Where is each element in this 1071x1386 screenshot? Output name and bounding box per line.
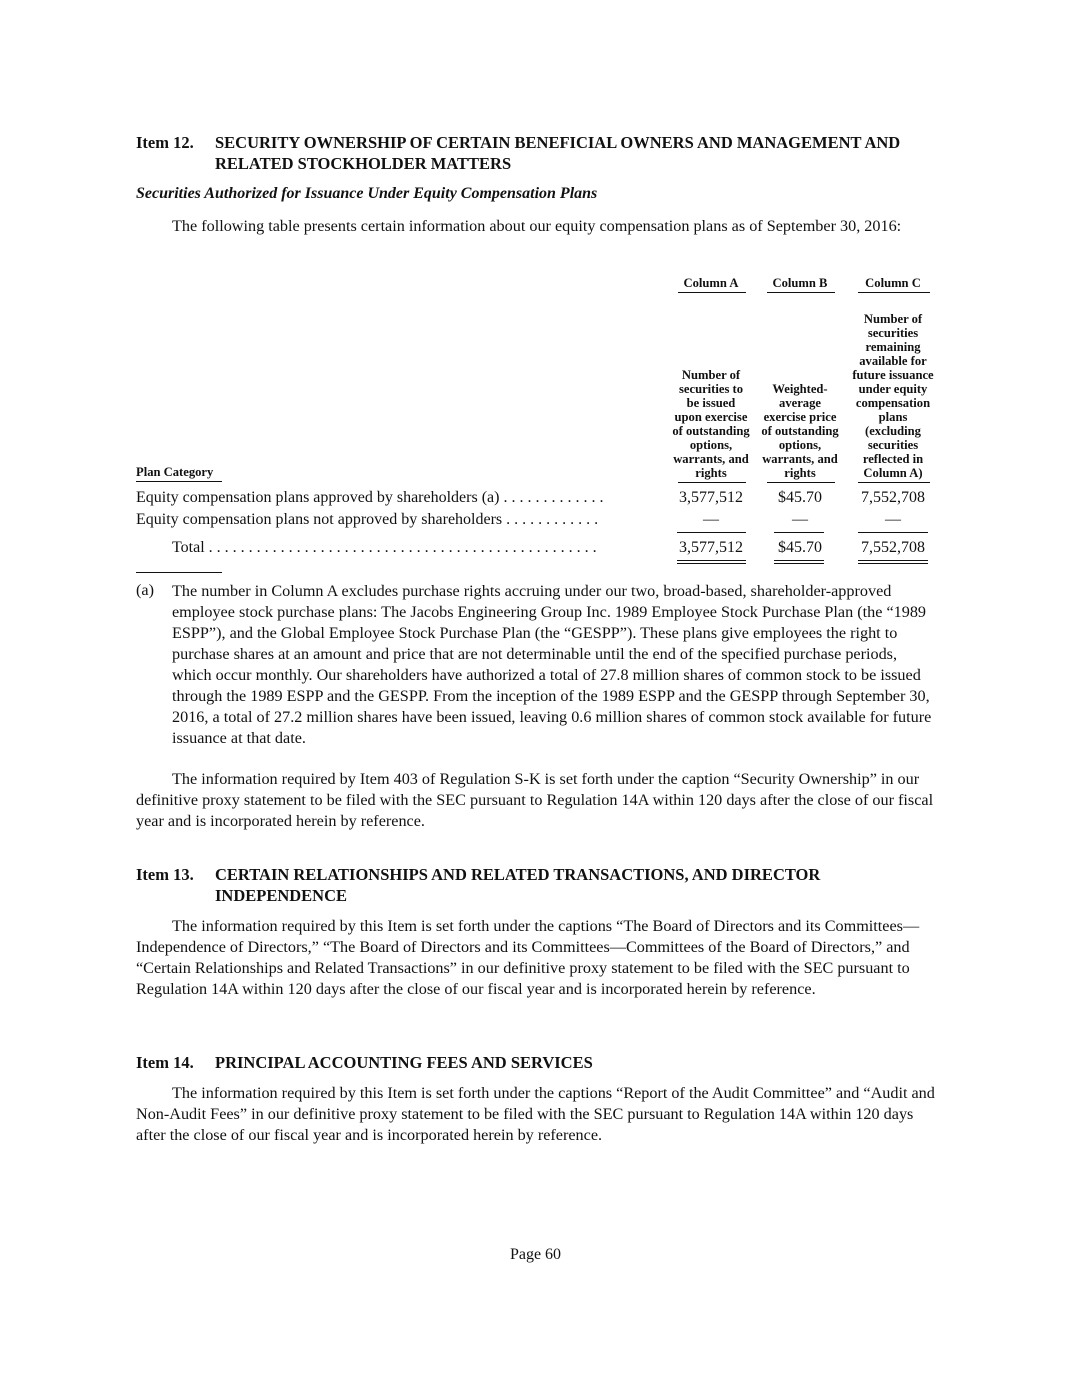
row-col-b: — [792,511,808,528]
item13-heading [136,864,936,908]
item13-title: CERTAIN RELATIONSHIPS AND RELATED TRANSACTIONS, AND DIRECTOR INDEPENDENCE [215,865,821,905]
item12-paragraph-2: The information required by Item 403 of Regulation S-K is set forth under the caption “Security Ownership” in our definitive proxy statement to be filed with the SEC pursuant to Regulation 14A within 120 days after the close of our fiscal year and is incorporated herein by reference. [136,770,934,830]
item14-heading [136,1052,936,1074]
column-b-name: Column B [772,276,828,290]
total-rule-b [774,560,824,561]
row-col-b: $45.70 [778,489,822,506]
item12-heading [136,132,936,176]
column-a-description: Number of securities to be issued upon exercise of outstanding options, warrants, and rights [672,368,750,480]
row-col-c: 7,552,708 [861,539,925,556]
row-label: Equity compensation plans approved by shareholders (a) . . . . . . . . . . . . . [136,489,604,506]
page-number: Page 60 [509,1246,562,1263]
row-label: Total . . . . . . . . . . . . . . . . . . . . . . . . . . . . . . . . . . . . . . . . . . . . . . . . . [172,539,597,556]
column-b-header [761,276,839,480]
total-rule-c [858,560,928,561]
row-col-a: 3,577,512 [679,489,743,506]
row-col-b: $45.70 [778,539,822,556]
row-col-c: 7,552,708 [861,489,925,506]
subtotal-rule-a [677,532,746,533]
row-col-a: 3,577,512 [679,539,743,556]
column-a-name: Column A [683,276,739,290]
column-c-name: Column C [865,276,921,290]
item12-number: Item 12. [136,133,194,152]
column-c-description: Number of securities remaining available for future issuance under equity compensation plans (excluding securities reflected in Column A) [852,312,934,480]
footnote-mark: (a) [136,581,154,599]
item14-number: Item 14. [136,1053,194,1072]
plan-category-label: Plan Category [136,465,214,479]
footnote-separator [136,572,222,573]
total-rule-a [677,560,746,561]
column-a-header [672,276,750,480]
item13-number: Item 13. [136,865,194,884]
column-b-description: Weighted-average exercise price of outstanding options, warrants, and rights [761,382,839,480]
subtotal-rule-c [858,532,928,533]
column-c-header [850,276,936,480]
item12-title: SECURITY OWNERSHIP OF CERTAIN BENEFICIAL OWNERS AND MANAGEMENT AND RELATED STOCKHOLDER MATTERS [215,133,901,173]
row-label: Equity compensation plans not approved by shareholders . . . . . . . . . . . . [136,511,599,528]
item14-title: PRINCIPAL ACCOUNTING FEES AND SERVICES [215,1053,593,1072]
row-col-a: — [703,511,719,528]
subtotal-rule-b [774,532,824,533]
item12-subheading: Securities Authorized for Issuance Under Equity Compensation Plans [136,185,598,202]
item13-body: The information required by this Item is set forth under the captions “The Board of Directors and its Committees—Independence of Directors,” “The Board of Directors and its Committees—Committees of the Board of Directors,” and “Certain Relationships and Related Transactions” in our definitive proxy statement to be filed with the SEC pursuant to Regulation 14A within 120 days after the close of our fiscal year and is incorporated herein by reference. [136,917,920,998]
row-col-c: — [885,511,901,528]
footnote-text: The number in Column A excludes purchase rights accruing under our two, broad-based, shareholder-approved employee stock purchase plans: The Jacobs Engineering Group Inc. 1989 Employee Stock Purchase Plan (the “1989 ESPP”), and the Global Employee Stock Purchase Plan (the “GESPP”). These plans give employees the right to purchase shares at an amount and price that are not determinable until the end of the specified purchase periods, which occur monthly. Our shareholders have authorized a total of 27.8 million shares of common stock to be issued through the 1989 ESPP and the GESPP. From the inception of the 1989 ESPP and the GESPP through September 30, 2016, a total of 27.2 million shares have been issued, leaving 0.6 million shares of common stock available for future issuance at that date. [172,582,932,747]
item12-intro: The following table presents certain information about our equity compensation plans as of September 30, 2016: [172,217,902,235]
item14-body: The information required by this Item is set forth under the captions “Report of the Audit Committee” and “Audit and Non-Audit Fees” in our definitive proxy statement to be filed with the SEC pursuant to Regulation 14A within 120 days after the close of our fiscal year and is incorporated herein by reference. [136,1084,935,1144]
